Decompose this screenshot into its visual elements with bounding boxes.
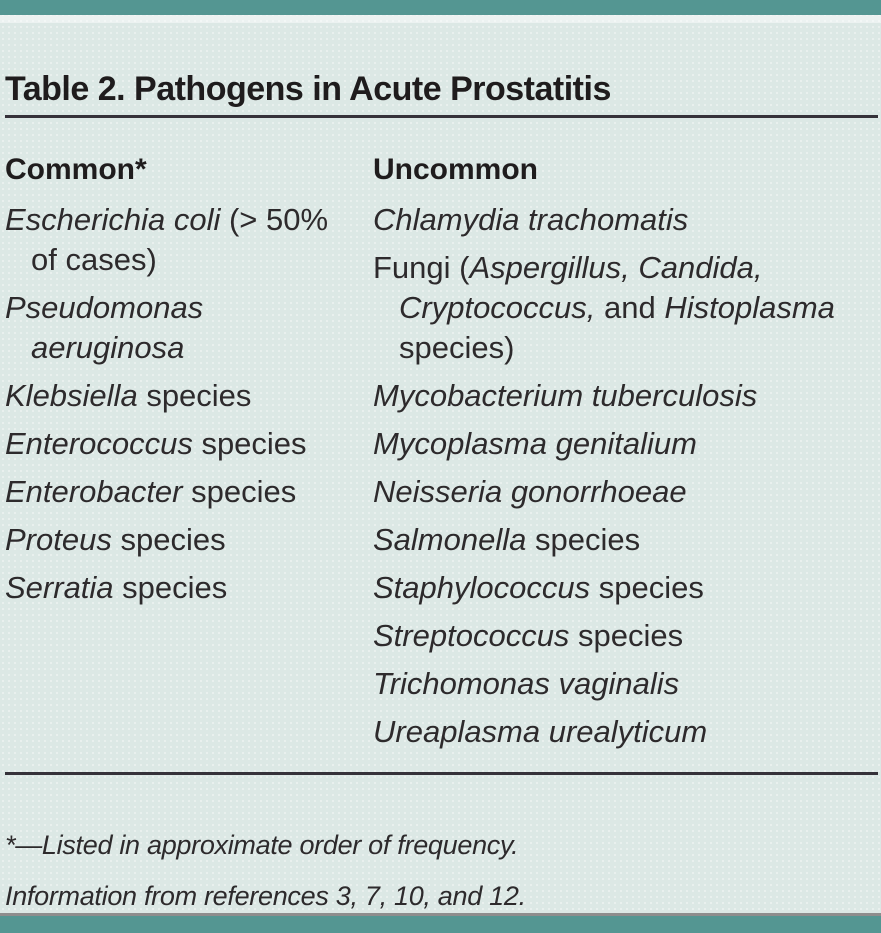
pathogen-entry: Proteus species	[5, 522, 226, 557]
uncommon-column	[373, 150, 877, 760]
common-column	[5, 150, 367, 616]
pathogen-entry: Ureaplasma urealyticum	[373, 714, 708, 749]
top-accent-bar	[0, 0, 881, 15]
footnote-references: Information from references 3, 7, 10, and 12.	[5, 881, 526, 911]
pathogen-entry: Escherichia coli (> 50% of cases)	[5, 202, 329, 277]
pathogen-entry: Neisseria gonorrhoeae	[373, 474, 687, 509]
bottom-accent-bar	[0, 916, 881, 933]
pathogen-entry: Chlamydia trachomatis	[373, 202, 689, 237]
pathogen-entry: Streptococcus species	[373, 618, 684, 653]
pathogen-entry: Enterococcus species	[5, 426, 307, 461]
common-column-entries	[5, 200, 367, 608]
common-column-header: Common*	[5, 153, 147, 186]
top-accent-highlight	[0, 15, 881, 23]
pathogen-entry: Fungi (Aspergillus, Candida, Cryptococcus, and Histoplasma species)	[373, 250, 835, 365]
pathogen-entry: Trichomonas vaginalis	[373, 666, 680, 701]
pathogen-entry: Serratia species	[5, 570, 228, 605]
pathogen-entry: Mycobacterium tuberculosis	[373, 378, 758, 413]
pathogen-entry: Enterobacter species	[5, 474, 297, 509]
pathogen-entry: Salmonella species	[373, 522, 641, 557]
uncommon-column-entries	[373, 200, 877, 752]
pathogen-entry: Klebsiella species	[5, 378, 252, 413]
table-title: Table 2. Pathogens in Acute Prostatitis	[5, 69, 611, 108]
footnote-frequency: *—Listed in approximate order of frequency.	[5, 830, 519, 860]
pathogen-entry: Staphylococcus species	[373, 570, 704, 605]
pathogen-entry: Mycoplasma genitalium	[373, 426, 697, 461]
footnote-divider	[5, 772, 878, 775]
title-divider	[5, 115, 878, 118]
uncommon-column-header: Uncommon	[373, 153, 538, 186]
pathogen-entry: Pseudomonas aeruginosa	[5, 290, 204, 365]
